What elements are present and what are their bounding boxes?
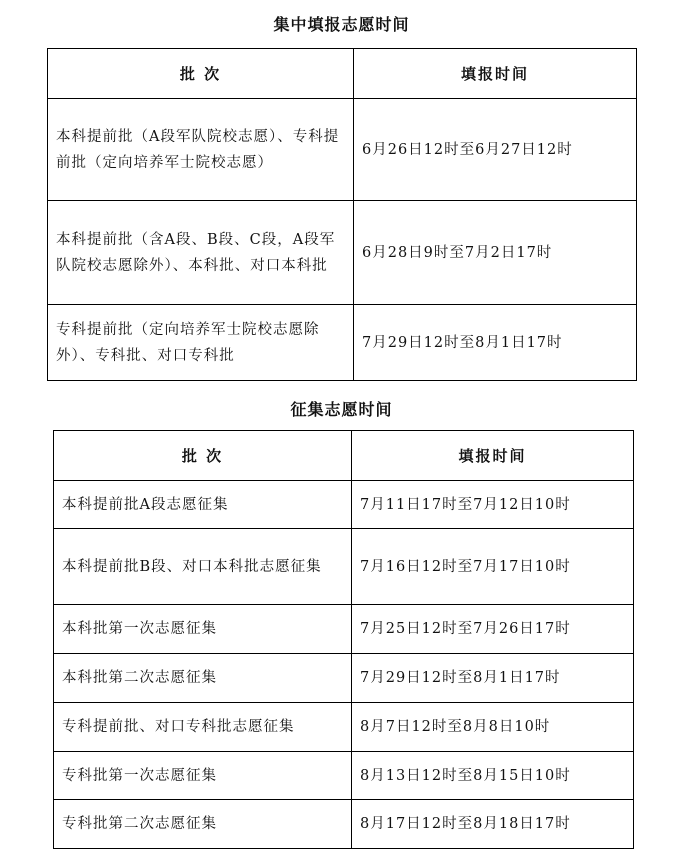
column-header-batch: 批 次	[54, 431, 352, 481]
batch-cell: 本科提前批A段志愿征集	[54, 481, 352, 529]
table-row	[48, 201, 637, 305]
solicitation-table	[53, 430, 634, 849]
time-cell: 8月7日12时至8月8日10时	[352, 703, 634, 752]
column-header-time: 填报时间	[352, 431, 634, 481]
table-row	[54, 605, 634, 654]
time-cell: 6月28日9时至7月2日17时	[354, 201, 637, 305]
batch-cell: 本科批第二次志愿征集	[54, 654, 352, 703]
section-title-centralized-filling: 集中填报志愿时间	[273, 15, 410, 34]
batch-cell: 本科批第一次志愿征集	[54, 605, 352, 654]
table-row	[48, 99, 637, 201]
batch-cell: 本科提前批（A段军队院校志愿）、专科提前批（定向培养军士院校志愿）	[48, 99, 354, 201]
batch-cell: 专科提前批（定向培养军士院校志愿除外）、专科批、对口专科批	[48, 305, 354, 381]
batch-cell: 本科提前批（含A段、B段、C段，A段军队院校志愿除外）、本科批、对口本科批	[48, 201, 354, 305]
table-header-row	[54, 431, 634, 481]
time-cell: 7月25日12时至7月26日17时	[352, 605, 634, 654]
table-row	[54, 529, 634, 605]
section-title-solicitation: 征集志愿时间	[290, 400, 393, 419]
table-row	[48, 305, 637, 381]
table-row	[54, 752, 634, 800]
time-cell: 7月29日12时至8月1日17时	[352, 654, 634, 703]
column-header-time: 填报时间	[354, 49, 637, 99]
time-cell: 8月17日12时至8月18日17时	[352, 800, 634, 849]
table-row	[54, 703, 634, 752]
table-row	[54, 800, 634, 849]
batch-cell: 专科批第一次志愿征集	[54, 752, 352, 800]
batch-cell: 本科提前批B段、对口本科批志愿征集	[54, 529, 352, 605]
batch-cell: 专科提前批、对口专科批志愿征集	[54, 703, 352, 752]
column-header-batch: 批 次	[48, 49, 354, 99]
centralized-filling-table	[47, 48, 637, 381]
batch-cell: 专科批第二次志愿征集	[54, 800, 352, 849]
table-row	[54, 481, 634, 529]
time-cell: 7月29日12时至8月1日17时	[354, 305, 637, 381]
time-cell: 7月16日12时至7月17日10时	[352, 529, 634, 605]
table-row	[54, 654, 634, 703]
time-cell: 7月11日17时至7月12日10时	[352, 481, 634, 529]
table-header-row	[48, 49, 637, 99]
time-cell: 6月26日12时至6月27日12时	[354, 99, 637, 201]
time-cell: 8月13日12时至8月15日10时	[352, 752, 634, 800]
